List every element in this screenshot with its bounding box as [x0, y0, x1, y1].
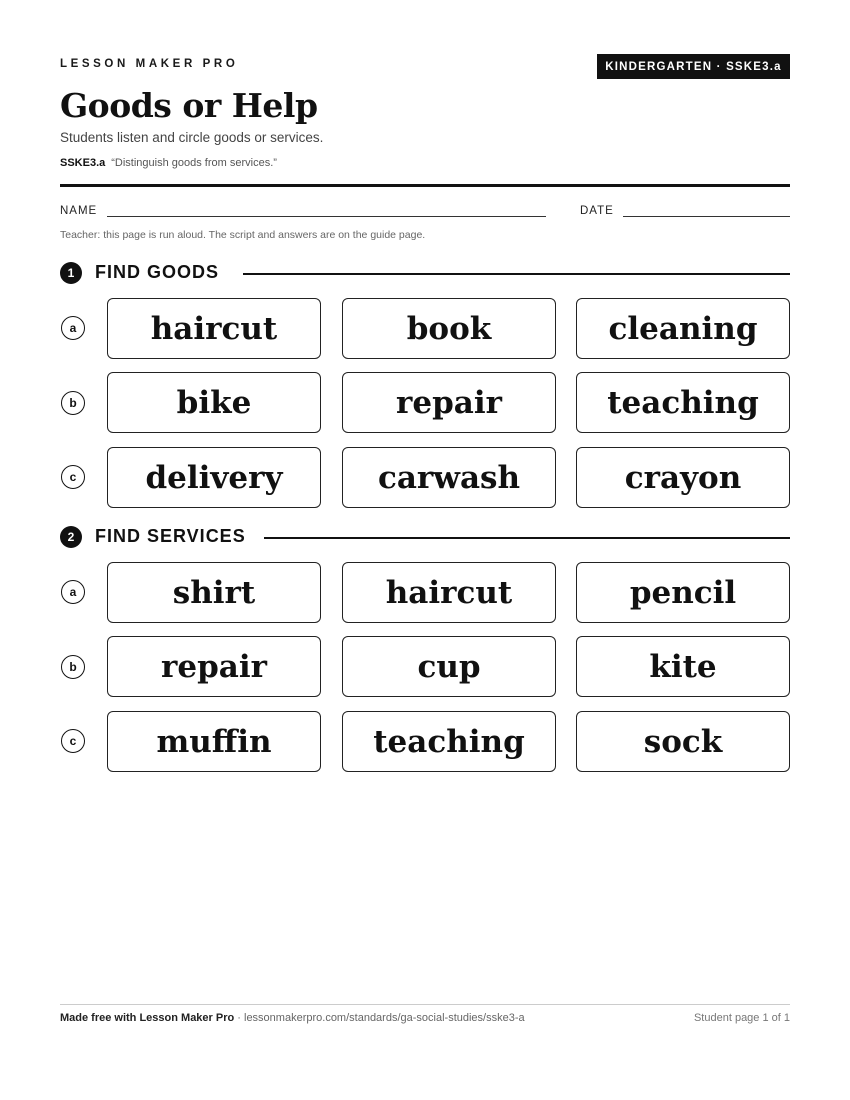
row-marker: b: [61, 391, 85, 415]
word-card[interactable]: teaching: [576, 372, 790, 433]
row-marker: c: [61, 729, 85, 753]
row-marker: a: [61, 580, 85, 604]
section-number: 1: [60, 262, 82, 284]
section-find-services: [60, 525, 790, 549]
standard-code: SSKE3.a: [60, 157, 106, 169]
section-find-goods: [60, 261, 790, 285]
row-marker: b: [61, 655, 85, 679]
word-card[interactable]: haircut: [107, 298, 321, 359]
footer-separator: ·: [234, 1012, 244, 1024]
page-subtitle: Students listen and circle goods or services.: [60, 130, 324, 145]
word-card[interactable]: crayon: [576, 447, 790, 508]
teacher-note: Teacher: this page is run aloud. The script and answers are on the guide page.: [60, 229, 426, 241]
standard-line: [60, 157, 277, 169]
section-rule: [264, 537, 790, 539]
brand-name: LESSON MAKER PRO: [60, 58, 239, 70]
word-card[interactable]: delivery: [107, 447, 321, 508]
grade-badge: KINDERGARTEN · SSKE3.a: [597, 54, 790, 79]
word-card[interactable]: repair: [342, 372, 556, 433]
row-marker: a: [61, 316, 85, 340]
word-card[interactable]: muffin: [107, 711, 321, 772]
standard-text: “Distinguish goods from services.”: [111, 157, 277, 169]
word-card[interactable]: bike: [107, 372, 321, 433]
word-card[interactable]: book: [342, 298, 556, 359]
word-card[interactable]: kite: [576, 636, 790, 697]
row-marker: c: [61, 465, 85, 489]
word-card[interactable]: haircut: [342, 562, 556, 623]
word-card[interactable]: pencil: [576, 562, 790, 623]
name-field[interactable]: [107, 216, 546, 217]
footer-page-number: Student page 1 of 1: [693, 1012, 790, 1024]
word-card[interactable]: teaching: [342, 711, 556, 772]
section-number: 2: [60, 526, 82, 548]
section-title: FIND SERVICES: [95, 526, 246, 546]
name-label: NAME: [60, 205, 98, 217]
word-card[interactable]: cup: [342, 636, 556, 697]
footer-url[interactable]: lessonmakerpro.com/standards/ga-social-studies/sske3-a: [244, 1012, 525, 1024]
footer-divider: [60, 1004, 790, 1005]
word-card[interactable]: shirt: [107, 562, 321, 623]
footer-credit: [60, 1012, 525, 1024]
section-rule: [243, 273, 790, 275]
page-title: Goods or Help: [60, 86, 318, 125]
date-label: DATE: [580, 205, 614, 217]
word-card[interactable]: sock: [576, 711, 790, 772]
header-divider: [60, 184, 790, 187]
word-card[interactable]: repair: [107, 636, 321, 697]
date-field[interactable]: [623, 216, 790, 217]
section-title: FIND GOODS: [95, 262, 220, 282]
footer-made-with: Made free with Lesson Maker Pro: [60, 1012, 235, 1024]
word-card[interactable]: carwash: [342, 447, 556, 508]
word-card[interactable]: cleaning: [576, 298, 790, 359]
